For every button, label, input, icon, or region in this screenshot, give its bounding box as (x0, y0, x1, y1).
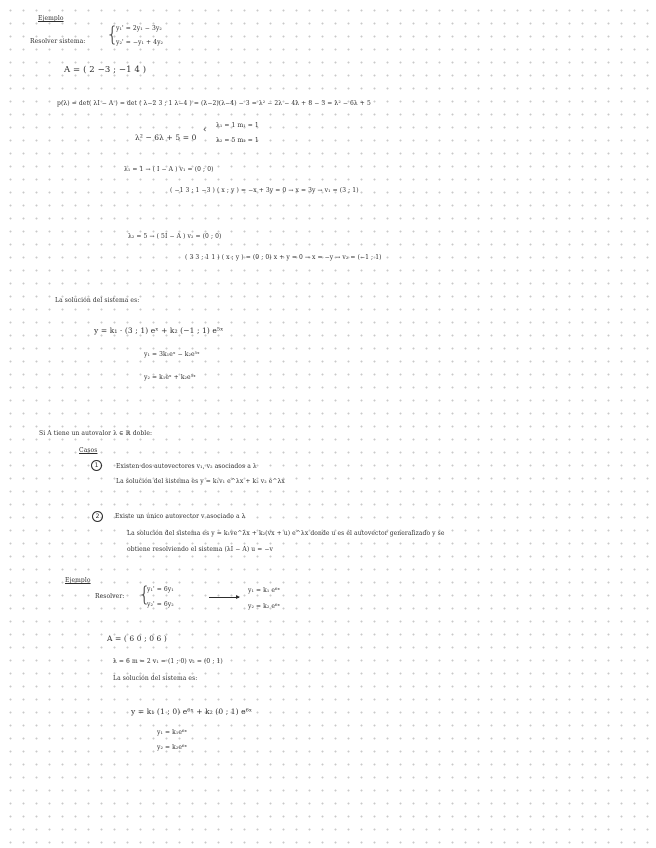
case-1-number: 1 (91, 460, 102, 471)
example-2-solution-intro: La solución del sistema es: (113, 675, 198, 682)
example-2-solution-vector: y = k₁ (1 ; 0) e⁶ˣ + k₂ (0 ; 1) e⁶ˣ (131, 707, 253, 716)
example-2-heading: Ejemplo (65, 577, 91, 584)
eigenvalue-2-line: λ₂ = 5 → ( 5I − A ) v₂ = (0 ; 0) (128, 233, 222, 240)
eigenvalue-2-system: ( 3 3 ; 1 1 ) ( x ; y ) = (0 ; 0) x + y = 0 → x = −y → v₂ = (−1 ; 1) (185, 254, 382, 261)
cases-heading: Casos (79, 447, 98, 454)
double-eigenvalue-intro: Si A tiene un autovalor λ ∈ ℝ doble: (39, 430, 153, 437)
characteristic-polynomial: p(λ) = det( λI − A ) = det ( λ−2 3 ; 1 λ−4 ) = (λ−2)(λ−4) − 3 = λ² − 2λ − 4λ + 8 − 3 = λ² − 6λ + 5 (57, 100, 371, 107)
example-2-solution-y1: y₁ = k₁e⁶ˣ (157, 729, 188, 736)
system-equation-2: y₂' = −y₁ + 4y₂ (116, 39, 164, 46)
example-2-result-2: y₂ = k₂ e⁶ˣ (248, 603, 281, 610)
solution-intro: La solución del sistema es: (55, 297, 140, 304)
example-heading: Ejemplo (38, 15, 64, 22)
example-2-brace: { (138, 582, 151, 606)
matrix-a: A = ( 2 −3 ; −1 4 ) (64, 65, 147, 75)
example-2-equation-2: y₂' = 6y₂ (147, 601, 174, 608)
root-1: λ₁ = 1 m₁ = 1 (216, 122, 259, 129)
system-brace: { (106, 22, 119, 46)
case-1-line-2: La solución del sistema es y = k₁v₁ e^λx + k₂ v₂ e^λx (116, 478, 285, 485)
case-1-line-1: Existen dos autovectores v₁, v₂ asociados a λ (116, 463, 257, 470)
system-equation-1: y₁' = 2y₁ − 3y₂ (116, 25, 162, 32)
implies-arrow (209, 597, 239, 598)
example-2-eigen: λ = 6 m = 2 v₁ = (1 ; 0) v₂ = (0 ; 1) (113, 658, 223, 665)
eigenvalue-1-system: ( −1 3 ; 1 −3 ) ( x ; y ) = −x + 3y = 0 → x = 3y → v₁ = (3 ; 1) (170, 187, 359, 194)
case-2-number: 2 (92, 511, 103, 522)
system-prompt: Resolver sistema: (30, 38, 86, 45)
example-2-solution-y2: y₂ = k₂e⁶ˣ (157, 744, 188, 751)
case-2-line-3: obtiene resolviendo el sistema (λI − A) u = −v (127, 546, 274, 553)
solution-y1: y₁ = 3k₁eˣ − k₂e⁵ˣ (144, 351, 200, 358)
solution-vector: y = k₁ · (3 ; 1) eˣ + k₂ (−1 ; 1) e⁵ˣ (94, 326, 224, 335)
root-bracket: ‹ (203, 125, 207, 135)
characteristic-equation: λ² − 6λ + 5 = 0 (135, 133, 197, 142)
example-2-result-1: y₁ = k₁ e⁶ˣ (248, 587, 281, 594)
case-2-line-1: Existe un único autovector v asociado a λ (115, 513, 246, 520)
solution-y2: y₂ = k₁eˣ + k₂e⁵ˣ (144, 374, 196, 381)
eigenvalue-1-line: λ₁ = 1 → ( I − A ) v₁ = (0 ; 0) (124, 166, 214, 173)
example-2-equation-1: y₁' = 6y₁ (147, 586, 174, 593)
root-2: λ₂ = 5 m₂ = 1 (216, 137, 259, 144)
example-2-matrix: A = ( 6 0 ; 0 6 ) (107, 634, 167, 643)
case-2-line-2: La solución del sistema es y = k₁ve^λx + k₂(vx + u) e^λx donde u es el autovector generalizado y se (127, 530, 445, 537)
example-2-prompt: Resolver: (95, 593, 125, 600)
